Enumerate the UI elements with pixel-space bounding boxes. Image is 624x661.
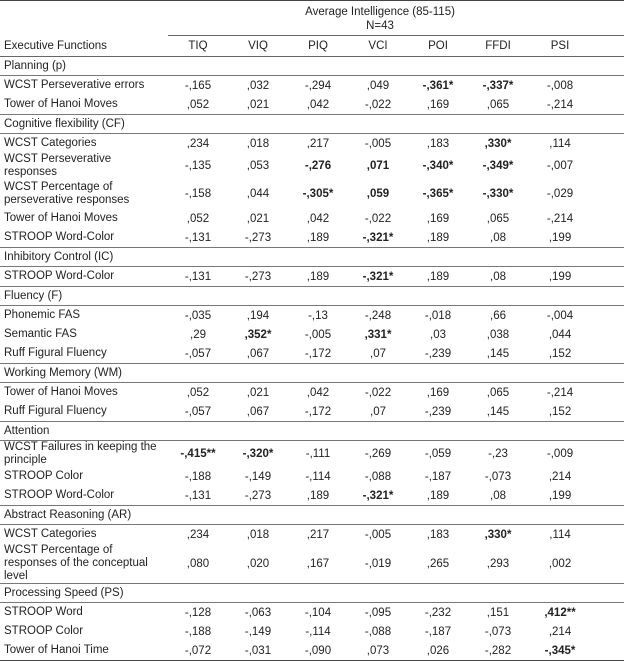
cell-poi: ,189: [426, 270, 450, 283]
cell-psi: -,009: [546, 448, 574, 460]
cell-psi: -,345*: [528, 641, 624, 661]
cell-viq: ,018: [246, 528, 270, 541]
cell-viq: ,021: [246, 212, 270, 225]
cell-vci: ,07: [370, 347, 386, 360]
row-label: STROOP Word-Color: [4, 231, 115, 243]
cell-piq: -,104: [304, 606, 332, 619]
cell-vci: -,269: [364, 448, 392, 460]
cell-psi: -,214: [546, 386, 574, 399]
cell-ffdi: ,293: [486, 557, 510, 570]
section-header-row: [0, 115, 624, 134]
section-title: Cognitive flexibility (CF): [0, 115, 624, 134]
cell-vci: ,071: [366, 160, 390, 172]
cell-piq: -,305*: [302, 188, 334, 200]
section-title: Planning (p): [0, 57, 624, 76]
cell-tiq: -,072: [168, 641, 228, 661]
section-header-row: [0, 364, 624, 383]
cell-viq: ,053: [246, 160, 270, 172]
table-body: [0, 57, 624, 661]
row-label: WCST Percentage of responses of the conceptual level: [4, 544, 148, 582]
cell-viq: ,021: [246, 386, 270, 399]
section-header-row: [0, 584, 624, 603]
cell-psi: ,412**: [544, 606, 576, 619]
cell-poi: ,265: [426, 557, 450, 570]
cell-piq: -,111: [305, 448, 331, 460]
cell-psi: -,029: [546, 188, 574, 200]
cell-vci: -,005: [364, 137, 392, 150]
section-title: Fluency (F): [0, 287, 624, 306]
section-title: Inhibitory Control (IC): [0, 248, 624, 267]
row-label: WCST Categories: [4, 528, 97, 540]
cell-viq: ,352*: [244, 328, 272, 341]
cell-vci: ,049: [366, 79, 390, 92]
cell-poi: ,169: [426, 98, 450, 111]
table-row: [0, 525, 624, 545]
section-title: Processing Speed (PS): [0, 584, 624, 603]
cell-piq: -,114: [305, 470, 331, 483]
cell-piq: -,294: [304, 79, 332, 92]
section-header-row: [0, 248, 624, 267]
section-header-row: [0, 506, 624, 525]
group-header-title: Average Intelligence (85-115): [305, 6, 455, 18]
cell-poi: -,239: [424, 405, 452, 418]
cell-viq: -,149: [244, 470, 272, 483]
table-row: [0, 486, 624, 506]
cell-psi: ,114: [549, 528, 571, 541]
cell-viq: -,273: [244, 270, 272, 283]
table-row: [0, 622, 624, 641]
table-row: [0, 441, 624, 468]
cell-poi: -,365*: [422, 188, 454, 200]
cell-piq: ,217: [306, 137, 330, 150]
table-row: [0, 179, 624, 209]
cell-ffdi: -,349*: [482, 160, 514, 172]
column-header-psi: PSI: [528, 36, 624, 57]
cell-viq: -,063: [244, 606, 272, 619]
row-label: Semantic FAS: [4, 328, 77, 340]
row-label: WCST Failures in keeping the principle: [4, 441, 157, 466]
cell-viq: ,020: [246, 557, 270, 570]
row-label: Ruff Figural Fluency: [4, 405, 107, 417]
cell-vci: -,248: [364, 309, 392, 322]
cell-vci: -,019: [364, 557, 392, 570]
table-row: [0, 603, 624, 623]
cell-viq: ,067: [246, 347, 270, 360]
cell-psi: ,199: [548, 231, 572, 244]
cell-poi: ,169: [426, 212, 450, 225]
cell-tiq: -,158: [184, 188, 212, 200]
cell-tiq: -,057: [184, 347, 212, 360]
cell-psi: ,214: [548, 625, 572, 638]
cell-psi: ,199: [548, 270, 572, 283]
cell-piq: -,114: [305, 625, 331, 638]
cell-psi: -,004: [546, 309, 574, 322]
row-label: WCST Perseverative responses: [4, 153, 112, 178]
cell-psi: ,114: [549, 137, 571, 150]
cell-piq: -,13: [308, 309, 328, 322]
row-label: Tower of Hanoi Moves: [4, 212, 118, 224]
cell-ffdi: -,330*: [482, 188, 514, 200]
cell-tiq: -,131: [184, 489, 212, 502]
cell-viq: -,031: [228, 641, 288, 661]
cell-ffdi: ,038: [486, 328, 510, 341]
cell-tiq: -,131: [184, 270, 212, 283]
cell-poi: ,189: [426, 231, 450, 244]
cell-poi: -,361*: [422, 79, 454, 92]
row-label: Tower of Hanoi Moves: [4, 98, 118, 110]
table-row: [0, 402, 624, 422]
cell-poi: ,183: [426, 137, 450, 150]
table-row: [0, 228, 624, 248]
table-row: [0, 95, 624, 115]
cell-vci: -,321*: [362, 231, 394, 244]
table-row: [0, 134, 624, 154]
cell-tiq: -,415**: [180, 448, 216, 460]
cell-tiq: -,188: [184, 625, 212, 638]
cell-poi: -,187: [424, 470, 452, 483]
cell-vci: -,321*: [362, 489, 394, 502]
cell-tiq: -,128: [184, 606, 212, 619]
cell-poi: ,026: [408, 641, 468, 661]
cell-vci: -,022: [364, 386, 392, 399]
cell-poi: ,189: [426, 489, 450, 502]
cell-viq: -,273: [244, 231, 272, 244]
cell-poi: -,239: [424, 347, 452, 360]
cell-tiq: -,188: [184, 470, 212, 483]
section-title: Attention: [0, 422, 624, 441]
cell-poi: -,340*: [422, 160, 454, 172]
cell-viq: -,320*: [242, 448, 274, 460]
row-label: STROOP Word: [4, 606, 83, 618]
cell-ffdi: ,08: [490, 231, 506, 244]
group-header-n: N=43: [366, 20, 394, 32]
cell-piq: ,042: [306, 98, 330, 111]
cell-ffdi: ,065: [486, 212, 510, 225]
cell-psi: ,214: [548, 470, 572, 483]
cell-piq: -,172: [304, 347, 332, 360]
cell-vci: ,059: [366, 188, 390, 200]
row-label: STROOP Color: [4, 625, 84, 637]
row-label: STROOP Word-Color: [4, 270, 115, 282]
cell-ffdi: ,66: [490, 309, 506, 322]
table-row: [0, 383, 624, 403]
table-row: [0, 641, 624, 661]
cell-poi: -,187: [424, 625, 452, 638]
cell-piq: ,042: [306, 386, 330, 399]
row-label: STROOP Color: [4, 470, 84, 482]
cell-ffdi: ,145: [486, 347, 510, 360]
cell-ffdi: ,330*: [484, 137, 512, 150]
cell-ffdi: ,065: [486, 386, 510, 399]
cell-ffdi: ,330*: [484, 528, 512, 541]
cell-piq: -,005: [304, 328, 332, 341]
column-header-row: [0, 36, 624, 57]
column-header-piq: PIQ: [288, 36, 348, 57]
cell-poi: -,232: [424, 606, 452, 619]
cell-ffdi: -,073: [484, 470, 512, 483]
cell-psi: ,002: [548, 557, 572, 570]
table-row: [0, 467, 624, 486]
table-row: [0, 153, 624, 179]
group-header-row: [0, 1, 624, 36]
column-header-ffdi: FFDI: [468, 36, 528, 57]
table-row: [0, 306, 624, 326]
cell-poi: -,059: [424, 448, 452, 460]
cell-viq: ,044: [246, 188, 270, 200]
column-header-viq: VIQ: [228, 36, 288, 57]
column-header-vci: VCI: [348, 36, 408, 57]
cell-psi: ,152: [548, 347, 572, 360]
cell-poi: -,018: [424, 309, 452, 322]
cell-piq: ,042: [306, 212, 330, 225]
table-row: [0, 325, 624, 344]
cell-viq: ,032: [246, 79, 270, 92]
cell-tiq: -,135: [184, 160, 212, 172]
cell-piq: -,172: [304, 405, 332, 418]
table-row: [0, 267, 624, 287]
cell-vci: -,095: [364, 606, 392, 619]
cell-psi: -,007: [546, 160, 574, 172]
column-header-tiq: TIQ: [168, 36, 228, 57]
row-label: WCST Percentage of perseverative responses: [4, 181, 130, 206]
cell-viq: ,067: [246, 405, 270, 418]
cell-viq: -,273: [244, 489, 272, 502]
cell-vci: ,07: [370, 405, 386, 418]
cell-psi: -,214: [546, 98, 574, 111]
cell-tiq: ,080: [186, 557, 210, 570]
cell-viq: ,194: [246, 309, 270, 322]
cell-piq: ,189: [306, 270, 330, 283]
cell-vci: -,022: [364, 212, 392, 225]
cell-poi: ,03: [430, 328, 446, 341]
cell-poi: ,169: [426, 386, 450, 399]
cell-tiq: ,052: [186, 98, 210, 111]
column-header-poi: POI: [408, 36, 468, 57]
cell-piq: ,217: [306, 528, 330, 541]
cell-viq: ,021: [246, 98, 270, 111]
row-label: Tower of Hanoi Time: [0, 641, 168, 661]
cell-tiq: ,234: [186, 528, 210, 541]
table-row: [0, 76, 624, 96]
cell-tiq: ,052: [186, 386, 210, 399]
cell-vci: -,005: [364, 528, 392, 541]
cell-psi: ,152: [548, 405, 572, 418]
section-header-row: [0, 57, 624, 76]
cell-ffdi: -,23: [488, 448, 508, 460]
cell-vci: -,088: [364, 625, 392, 638]
cell-ffdi: ,151: [486, 606, 510, 619]
row-label: Tower of Hanoi Moves: [4, 386, 118, 398]
row-label: Ruff Figural Fluency: [4, 347, 107, 359]
cell-vci: -,321*: [362, 270, 394, 283]
cell-tiq: -,165: [184, 79, 212, 92]
cell-tiq: -,035: [184, 309, 212, 322]
row-label: Phonemic FAS: [4, 309, 81, 321]
cell-piq: ,189: [306, 489, 330, 502]
cell-tiq: ,234: [186, 137, 210, 150]
row-label: WCST Perseverative errors: [4, 79, 145, 91]
column-header-label: Executive Functions: [0, 36, 168, 57]
cell-ffdi: ,08: [490, 270, 506, 283]
cell-vci: -,088: [364, 470, 392, 483]
cell-piq: -,090: [288, 641, 348, 661]
row-label: WCST Categories: [4, 137, 97, 149]
cell-ffdi: ,065: [486, 98, 510, 111]
cell-vci: -,022: [364, 98, 392, 111]
cell-piq: ,189: [306, 231, 330, 244]
cell-vci: ,331*: [364, 328, 392, 341]
cell-ffdi: ,145: [486, 405, 510, 418]
section-title: Abstract Reasoning (AR): [0, 506, 624, 525]
cell-psi: ,044: [548, 328, 572, 341]
row-label: STROOP Word-Color: [4, 489, 115, 501]
group-header: [168, 1, 624, 36]
table-row: [0, 209, 624, 228]
cell-tiq: ,052: [186, 212, 210, 225]
cell-psi: -,214: [546, 212, 574, 225]
cell-ffdi: -,337*: [482, 79, 514, 92]
cell-tiq: -,057: [184, 405, 212, 418]
cell-vci: ,073: [348, 641, 408, 661]
cell-tiq: -,131: [184, 231, 212, 244]
cell-viq: ,018: [246, 137, 270, 150]
cell-piq: ,167: [306, 557, 330, 570]
table-row: [0, 544, 624, 584]
section-header-row: [0, 422, 624, 441]
cell-poi: ,183: [426, 528, 450, 541]
cell-psi: -,008: [546, 79, 574, 92]
cell-viq: -,149: [244, 625, 272, 638]
cell-tiq: ,29: [190, 328, 206, 341]
cell-ffdi: -,073: [484, 625, 512, 638]
section-header-row: [0, 287, 624, 306]
cell-psi: ,199: [548, 489, 572, 502]
table-row: [0, 344, 624, 364]
section-title: Working Memory (WM): [0, 364, 624, 383]
cell-ffdi: -,282: [468, 641, 528, 661]
cell-ffdi: ,08: [490, 489, 506, 502]
cell-piq: -,276: [304, 160, 332, 172]
